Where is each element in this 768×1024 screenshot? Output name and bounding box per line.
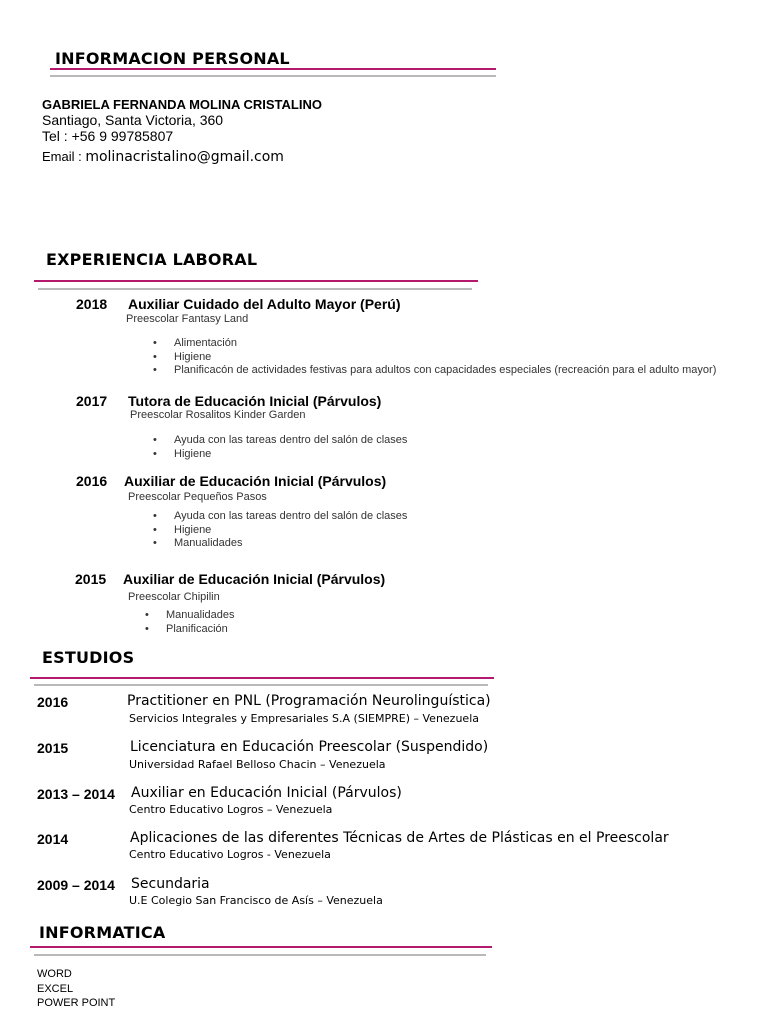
job-year: 2015	[75, 571, 107, 587]
study-title: Licenciatura en Educación Preescolar (Suspendido)	[130, 739, 489, 755]
bullet-icon: •	[153, 523, 157, 536]
job-title: Auxiliar de Educación Inicial (Párvulos)	[123, 571, 386, 587]
job-title: Auxiliar Cuidado del Adulto Mayor (Perú)	[128, 296, 401, 312]
bullet-icon: •	[153, 350, 157, 363]
study-place: Universidad Rafael Belloso Chacin – Venezuela	[129, 758, 386, 771]
section-rule-accent	[34, 280, 478, 282]
section-rule-gray	[34, 954, 486, 956]
section-rule-accent	[30, 946, 492, 948]
section-title-personal: INFORMACION PERSONAL	[55, 49, 290, 68]
list-item: • Planificación	[145, 622, 228, 635]
section-rule-accent	[50, 68, 496, 70]
study-year: 2009 – 2014	[37, 877, 115, 893]
list-item: • Ayuda con las tareas dentro del salón de clases	[153, 434, 408, 446]
list-item: • Ayuda con las tareas dentro del salón de clases	[153, 510, 408, 522]
study-year: 2016	[37, 694, 69, 710]
job-duties-list	[153, 510, 407, 551]
study-place: Servicios Integrales y Empresariales S.A (SIEMPRE) – Venezuela	[129, 712, 479, 725]
job-place: Preescolar Rosalitos Kinder Garden	[130, 409, 306, 421]
address: Santiago, Santa Victoria, 360	[42, 112, 224, 128]
bullet-icon: •	[153, 337, 157, 349]
study-title: Secundaria	[131, 876, 210, 892]
job-title: Auxiliar de Educación Inicial (Párvulos)	[124, 473, 387, 489]
section-rule-gray	[34, 684, 488, 686]
study-year: 2013 – 2014	[37, 786, 115, 802]
full-name: GABRIELA FERNANDA MOLINA CRISTALINO	[42, 97, 322, 112]
job-year: 2016	[76, 473, 108, 489]
study-title: Auxiliar en Educación Inicial (Párvulos)	[131, 785, 402, 801]
list-item: • Higiene	[153, 447, 212, 460]
list-item: • Higiene	[153, 350, 212, 363]
section-rule-gray	[50, 75, 496, 77]
job-duties-list	[153, 434, 407, 461]
list-item: • Higiene	[153, 523, 212, 536]
bullet-icon: •	[153, 447, 157, 460]
study-title: Practitioner en PNL (Programación Neurolinguística)	[127, 693, 491, 709]
email-value: molinacristalino@gmail.com	[85, 149, 284, 165]
bullet-icon: •	[153, 537, 157, 549]
list-item: • Planificacón de actividades festivas para adultos con capacidades especiales (recreación para el adulto mayor)	[153, 364, 717, 376]
section-title-informatica: INFORMATICA	[39, 923, 166, 942]
job-place: Preescolar Fantasy Land	[126, 313, 249, 325]
bullet-icon: •	[145, 609, 149, 621]
job-place: Preescolar Pequeños Pasos	[128, 491, 267, 503]
email-line	[42, 148, 284, 166]
bullet-icon: •	[145, 622, 149, 635]
job-duties-list	[145, 609, 235, 636]
bullet-icon: •	[153, 510, 157, 522]
section-title-experience: EXPERIENCIA LABORAL	[46, 250, 258, 269]
study-place: Centro Educativo Logros – Venezuela	[129, 803, 333, 816]
software-item: WORD	[37, 968, 72, 980]
job-place: Preescolar Chipilin	[128, 591, 220, 603]
email-label: Email :	[42, 149, 86, 164]
section-rule-accent	[30, 677, 494, 679]
job-title: Tutora de Educación Inicial (Párvulos)	[128, 393, 382, 409]
list-item: • Manualidades	[153, 537, 243, 549]
job-year: 2017	[76, 393, 108, 409]
study-place: Centro Educativo Logros - Venezuela	[129, 848, 331, 861]
job-duties-list	[153, 337, 716, 378]
bullet-icon: •	[153, 364, 157, 376]
study-year: 2014	[37, 831, 69, 847]
list-item: • Manualidades	[145, 609, 235, 621]
job-year: 2018	[76, 296, 108, 312]
bullet-icon: •	[153, 434, 157, 446]
section-title-studies: ESTUDIOS	[42, 648, 135, 667]
study-place: U.E Colegio San Francisco de Asís – Venezuela	[129, 894, 383, 907]
software-item: POWER POINT	[37, 997, 116, 1009]
section-rule-gray	[38, 288, 472, 290]
software-item: EXCEL	[37, 983, 74, 995]
study-title: Aplicaciones de las diferentes Técnicas de Artes de Plásticas en el Preescolar	[130, 830, 669, 846]
study-year: 2015	[37, 740, 69, 756]
list-item: • Alimentación	[153, 337, 237, 349]
phone: Tel : +56 9 99785807	[42, 128, 174, 144]
